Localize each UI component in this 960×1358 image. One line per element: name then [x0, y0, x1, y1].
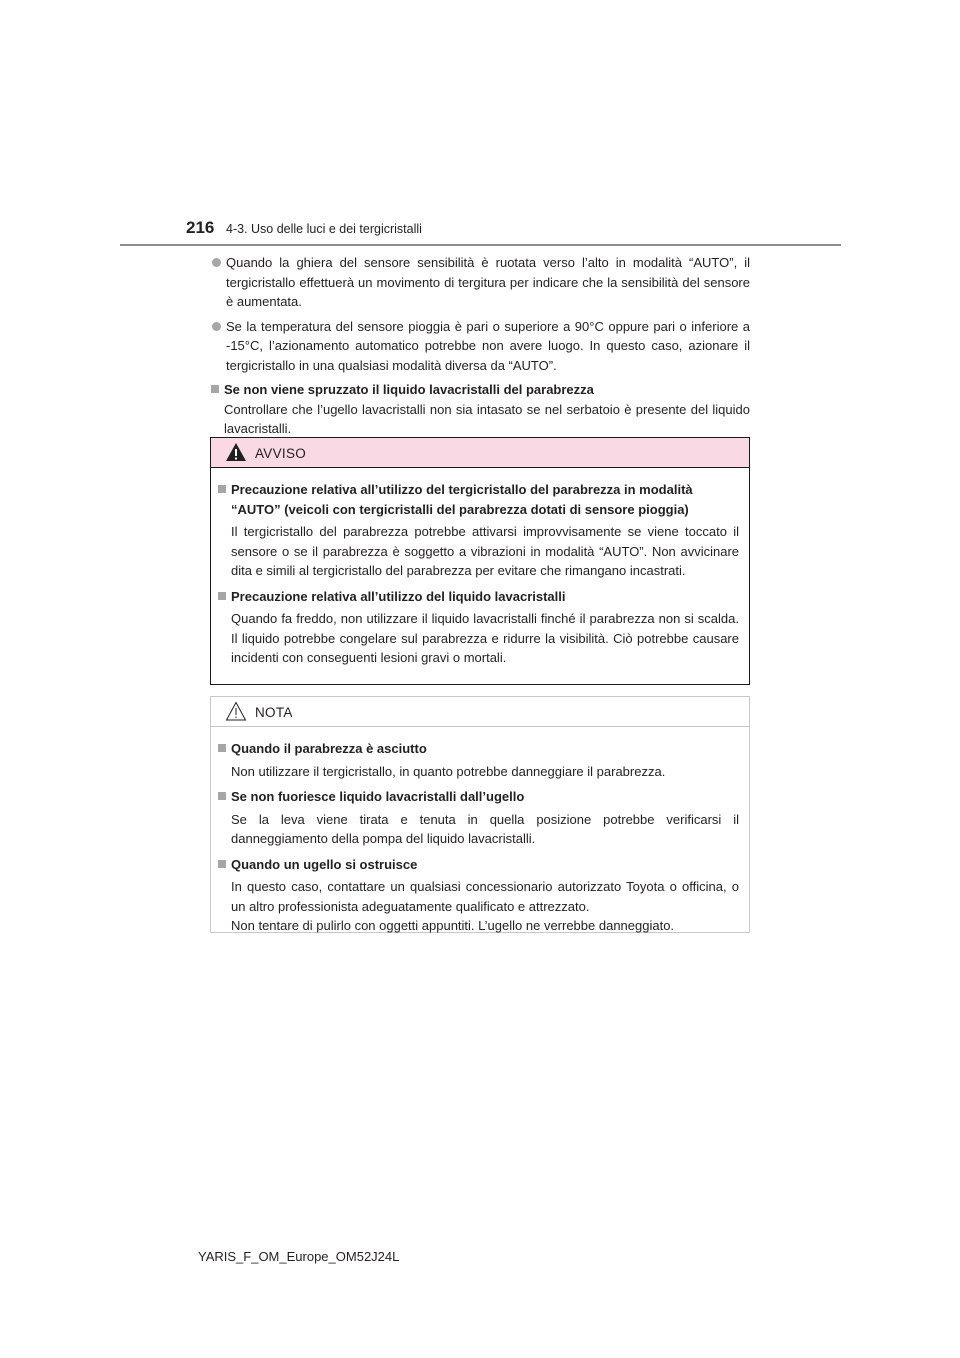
notice-item-heading — [217, 739, 739, 759]
notice-text-line: Non tentare di pulirlo con oggetti appuntiti. L’ugello ne verrebbe danneggiato. — [231, 918, 675, 933]
notice-item-text — [217, 762, 739, 782]
notice-item-heading-text: Se non fuoriesce liquido lavacristalli dall’ugello — [231, 789, 525, 804]
square-bullet-icon — [211, 385, 219, 393]
notice-header — [211, 697, 749, 727]
warning-box — [210, 437, 750, 685]
warning-item-text: Quando fa freddo, non utilizzare il liquido lavacristalli finché il parabrezza non si scalda. Il liquido potrebbe congelare sul parabrezza e ridurre la visibilità. Ciò potrebbe causare incidenti con conseguenti lesioni gravi o mortali. — [231, 611, 739, 665]
square-bullet-icon — [218, 792, 226, 800]
caution-triangle-icon — [225, 701, 247, 721]
bullet-dot-icon — [212, 258, 221, 267]
warning-item-heading — [217, 587, 739, 607]
notice-item-heading — [217, 855, 739, 875]
warning-title: AVVISO — [255, 446, 307, 461]
bullet-item — [210, 253, 750, 312]
warning-item-heading-text: Precauzione relativa all’utilizzo del tergicristallo del parabrezza in modalità “AUTO” (veicoli con tergicristalli del parabrezza dotati di sensore pioggia) — [231, 482, 693, 517]
header-rule — [120, 244, 841, 246]
notice-body — [211, 727, 749, 936]
square-bullet-icon — [218, 860, 226, 868]
notice-item-text — [217, 877, 739, 936]
square-bullet-icon — [218, 485, 226, 493]
notice-item-heading-text: Quando un ugello si ostruisce — [231, 856, 418, 872]
section-title: 4-3. Uso delle luci e dei tergicristalli — [226, 222, 422, 236]
document-code: YARIS_F_OM_Europe_OM52J24L — [198, 1249, 400, 1264]
section-text: Controllare che l’ugello lavacristalli non sia intasato se nel serbatoio è presente del liquido lavacristalli. — [224, 401, 750, 436]
main-content — [210, 253, 750, 441]
notice-box — [210, 696, 750, 933]
notice-text-line: Non utilizzare il tergicristallo, in quanto potrebbe danneggiare il parabrezza. — [231, 763, 666, 779]
square-bullet-icon — [218, 744, 226, 752]
warning-item-heading-text: Precauzione relativa all’utilizzo del liquido lavacristalli — [231, 588, 566, 604]
warning-triangle-icon — [225, 442, 247, 462]
notice-item-heading — [217, 787, 739, 807]
warning-item-heading — [217, 480, 739, 519]
notice-text-line: In questo caso, contattare un qualsiasi concessionario autorizzato Toyota o officina, o un altro professionista adeguatamente qualificato e attrezzato. — [231, 879, 739, 914]
bullet-text: Se la temperatura del sensore pioggia è pari o superiore a 90°C oppure pari o inferiore a -15°C, l’azionamento automatico potrebbe non avere luogo. In questo caso, azionare il tergicristallo in una qualsiasi modalità diversa da “AUTO”. — [226, 318, 750, 373]
warning-header — [211, 438, 749, 468]
notice-text-line: Se la leva viene tirata e tenuta in quella posizione potrebbe verificarsi il danneggiamento della pompa del liquido lavacristalli. — [231, 811, 739, 846]
notice-item-heading-text: Quando il parabrezza è asciutto — [231, 741, 427, 756]
section-heading — [210, 380, 750, 400]
section-heading-text: Se non viene spruzzato il liquido lavacristalli del parabrezza — [224, 382, 594, 397]
warning-body — [211, 468, 749, 668]
notice-item-text — [217, 810, 739, 849]
bullet-text: Quando la ghiera del sensore sensibilità è ruotata verso l’alto in modalità “AUTO”, il tergicristallo effettuerà un movimento di tergitura per indicare che la sensibilità del sensore è aumentata. — [226, 255, 750, 309]
bullet-item — [210, 317, 750, 376]
notice-title: NOTA — [255, 705, 293, 720]
warning-item-text: Il tergicristallo del parabrezza potrebbe attivarsi improvvisamente se viene toccato il sensore o se il parabrezza è soggetto a vibrazioni in modalità “AUTO”. Non avvicinare dita e simili al tergicristallo del parabrezza per evitare che rimangano incastrati. — [231, 524, 739, 578]
page-number: 216 — [186, 218, 215, 237]
bullet-dot-icon — [212, 322, 221, 331]
square-bullet-icon — [218, 592, 226, 600]
